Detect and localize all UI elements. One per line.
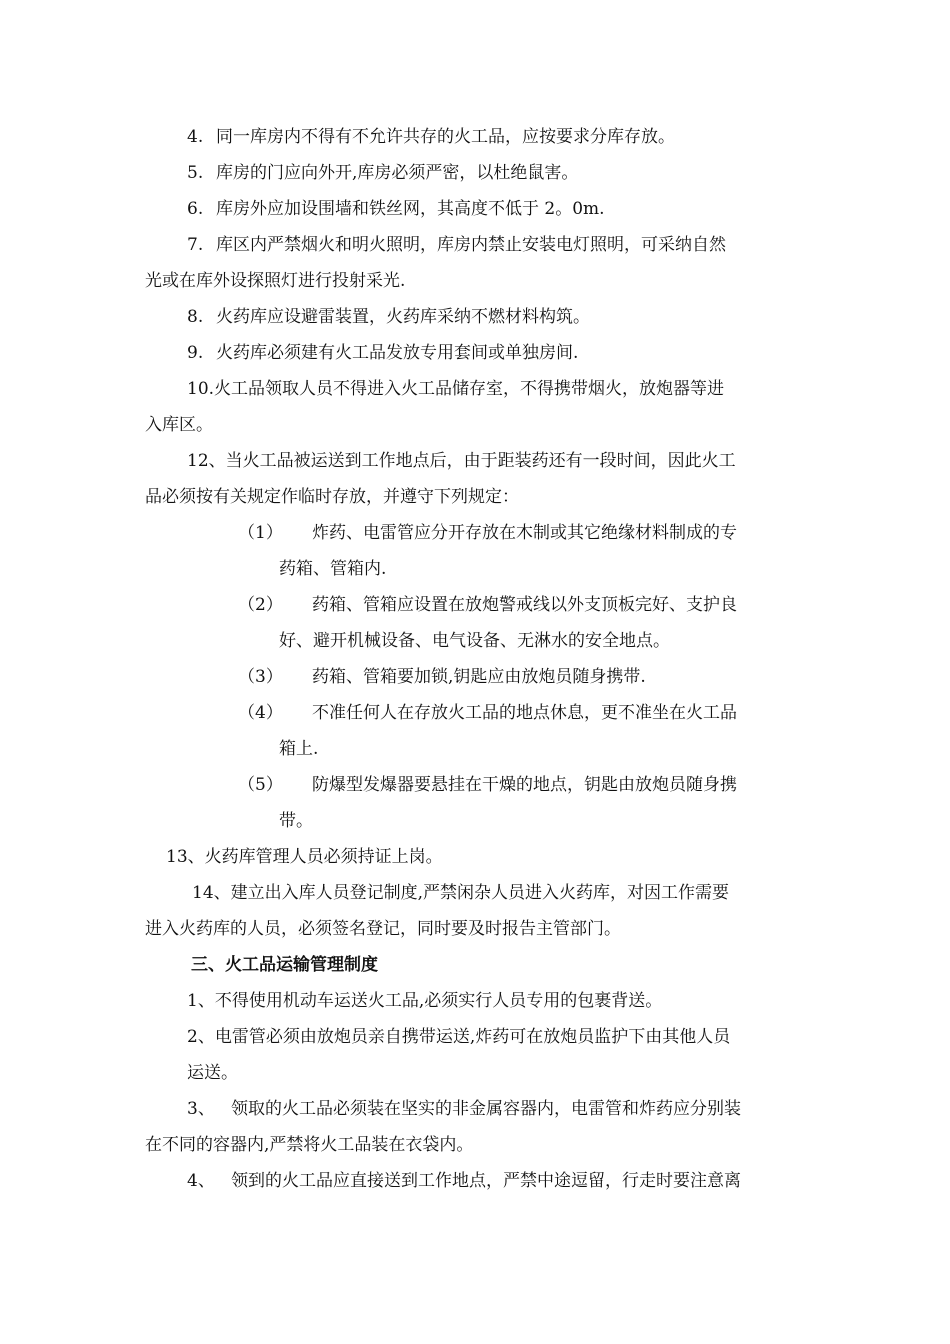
item-number: 6.: [187, 199, 204, 219]
item-number: 4.: [187, 127, 204, 147]
item-text: 库房的门应向外开,库房必须严密，以杜绝鼠害。: [216, 163, 579, 183]
paragraph-item-12-continuation: 品必须按有关规定作临时存放，并遵守下列规定：: [145, 487, 519, 507]
transport-item-2-continuation: 运送。: [187, 1063, 238, 1083]
sublist-number: （2）: [238, 595, 283, 615]
sublist-number: （5）: [238, 775, 283, 795]
item-number: 3、: [187, 1099, 215, 1119]
sublist-item-4-continuation: 箱上.: [279, 739, 319, 759]
sublist-number: （1）: [238, 523, 283, 543]
transport-item-2: 2、电雷管必须由放炮员亲自携带运送,炸药可在放炮员监护下由其他人员: [187, 1027, 731, 1047]
item-text: 库区内严禁烟火和明火照明，库房内禁止安装电灯照明，可采纳自然: [216, 235, 726, 255]
item-text: 领取的火工品必须装在坚实的非金属容器内，电雷管和炸药应分别装: [231, 1099, 741, 1119]
item-number: 4、: [187, 1171, 215, 1191]
item-number: 9.: [187, 343, 204, 363]
paragraph-item-13: 13、火药库管理人员必须持证上岗。: [166, 847, 443, 867]
paragraph-item-10: 10.火工品领取人员不得进入火工品储存室，不得携带烟火，放炮器等进: [187, 379, 725, 399]
paragraph-item-6: [187, 198, 605, 220]
item-number: 8.: [187, 307, 204, 327]
sublist-number: （3）: [238, 667, 283, 687]
sublist-item-2-continuation: 好、避开机械设备、电气设备、无淋水的安全地点。: [279, 631, 670, 651]
paragraph-item-14: 14、建立出入库人员登记制度,严禁闲杂人员进入火药库，对因工作需要: [192, 883, 730, 903]
sublist-text: 不准任何人在存放火工品的地点休息，更不准坐在火工品: [312, 703, 737, 723]
sublist-text: 防爆型发爆器要悬挂在干燥的地点，钥匙由放炮员随身携: [312, 775, 737, 795]
transport-item-4: [187, 1170, 741, 1192]
item-number: 5.: [187, 163, 204, 183]
item-text: 火药库必须建有火工品发放专用套间或单独房间.: [216, 343, 579, 363]
paragraph-item-14-continuation: 进入火药库的人员，必须签名登记，同时要及时报告主管部门。: [145, 919, 621, 939]
sublist-item-1-continuation: 药箱、管箱内.: [279, 559, 387, 579]
item-number: 7.: [187, 235, 204, 255]
paragraph-item-8: [187, 306, 590, 328]
sublist-item-5-continuation: 带。: [279, 811, 313, 831]
item-text: 火药库应设避雷装置，火药库采纳不燃材料构筑。: [216, 307, 590, 327]
paragraph-item-12: 12、当火工品被运送到工作地点后，由于距装药还有一段时间，因此火工: [187, 451, 736, 471]
sublist-text: 药箱、管箱要加锁,钥匙应由放炮员随身携带.: [312, 667, 646, 687]
sublist-item-3: [238, 666, 646, 688]
paragraph-item-4: [187, 126, 675, 148]
sublist-text: 炸药、电雷管应分开存放在木制或其它绝缘材料制成的专: [312, 523, 737, 543]
sublist-item-4: [238, 702, 737, 724]
transport-item-1: 1、不得使用机动车运送火工品,必须实行人员专用的包裹背送。: [187, 991, 663, 1011]
section-heading: 三、火工品运输管理制度: [191, 955, 378, 975]
paragraph-item-7: [187, 234, 726, 256]
transport-item-3-continuation: 在不同的容器内,严禁将火工品装在衣袋内。: [145, 1135, 474, 1155]
paragraph-item-9: [187, 342, 578, 364]
item-text: 领到的火工品应直接送到工作地点，严禁中途逗留，行走时要注意离: [231, 1171, 741, 1191]
sublist-text: 药箱、管箱应设置在放炮警戒线以外支顶板完好、支护良: [312, 595, 737, 615]
transport-item-3: [187, 1098, 741, 1120]
paragraph-item-7-continuation: 光或在库外设探照灯进行投射采光.: [145, 271, 406, 291]
item-text: 同一库房内不得有不允许共存的火工品，应按要求分库存放。: [216, 127, 675, 147]
sublist-item-1: [238, 522, 737, 544]
sublist-item-5: [238, 774, 737, 796]
sublist-number: （4）: [238, 703, 283, 723]
sublist-item-2: [238, 594, 737, 616]
paragraph-item-10-continuation: 入库区。: [145, 415, 213, 435]
paragraph-item-5: [187, 162, 578, 184]
item-text: 库房外应加设围墙和铁丝网，其高度不低于 2。0m.: [216, 199, 605, 219]
